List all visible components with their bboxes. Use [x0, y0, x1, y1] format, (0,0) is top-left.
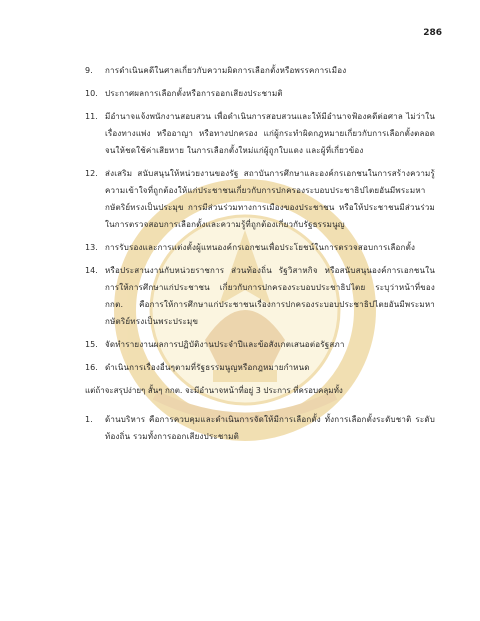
item-text: การดำเนินคดีในศาลเกี่ยวกับความผิดการเลือกตั้งหรือพรรคการเมือง	[105, 66, 347, 75]
item-text: หรือประสานงานกับหน่วยราชการ ส่วนท้องถิ่น รัฐวิสาหกิจ หรือสนับสนุนองค์การเอกชนในการให้การศึกษาแก่ประชาชน เกี่ยวกับการปกครองระบอบประชาธิปไตย ระบุว่าหน้าที่ของ กกต. คือการให้การศึกษาแก่ประชาชนเรื่องการปกครองระบอบประชาธิปไตยอันมีพระมหากษัตริย์ทรงเป็นพระประมุข	[105, 266, 435, 326]
list-item	[85, 62, 435, 79]
list-item	[85, 262, 435, 330]
item-text: ด้านบริหาร คือการควบคุมและดำเนินการจัดให้มีการเลือกตั้ง ทั้งการเลือกตั้งระดับชาติ ระดับท้องถิ่น รวมทั้งการออกเสียงประชามติ	[105, 415, 435, 441]
item-text: มีอำนาจแจ้งพนักงานสอบสวน เพื่อดำเนินการสอบสวนและให้มีอำนาจฟ้องคดีต่อศาล ไม่ว่าในเรื่องทางแพ่ง หรืออาญา หรือทางปกครอง แก่ผู้กระทำผิดกฎหมายเกี่ยวกับการเลือกตั้งตลอดจนให้ชดใช้ค่าเสียหาย ในการเลือกตั้งใหม่แก่ผู้ถูกใบแดง และผู้ที่เกี่ยวข้อง	[105, 112, 435, 155]
item-number: 16.	[85, 363, 98, 372]
item-text: ส่งเสริม สนับสนุนให้หน่วยงานของรัฐ สถาบันการศึกษาและองค์กรเอกชนในการสร้างความรู้ความเข้าใจที่ถูกต้องให้แก่ประชาชนเกี่ยวกับการปกครองระบอบประชาธิปไตยอันมีพระมหากษัตริย์ทรงเป็นประมุข การมีส่วนร่วมทางการเมืองของประชาชน หรือให้ประชาชนมีส่วนร่วมในการตรวจสอบการเลือกตั้งและความรู้ที่ถูกต้องเกี่ยวกับรัฐธรรมนูญ	[105, 169, 435, 229]
item-text: ดำเนินการเรื่องอื่นๆตามที่รัฐธรรมนูญหรือกฎหมายกำหนด	[105, 363, 310, 372]
item-number: 10.	[85, 89, 98, 98]
list-item	[85, 165, 435, 233]
page-number: 286	[423, 28, 442, 38]
item-number: 14.	[85, 266, 98, 275]
item-number: 9.	[85, 66, 93, 75]
item-text: ประกาศผลการเลือกตั้งหรือการออกเสียงประชามติ	[105, 89, 283, 98]
list-item	[85, 336, 435, 353]
summary-paragraph: แต่ถ้าจะสรุปง่ายๆ สั้นๆ กกต. จะมีอำนาจหน้าที่อยู่ 3 ประการ ที่ครอบคลุมทั้ง	[85, 386, 343, 395]
final-list-item	[85, 411, 435, 445]
item-number: 11.	[85, 112, 98, 121]
list-item	[85, 359, 435, 376]
list-item	[85, 239, 435, 256]
item-number: 12.	[85, 169, 98, 178]
list-item	[85, 108, 435, 159]
item-number: 15.	[85, 340, 98, 349]
item-text: จัดทำรายงานผลการปฏิบัติงานประจำปีและข้อสังเกตเสนอต่อรัฐสภา	[105, 340, 345, 349]
item-number: 13.	[85, 243, 98, 252]
list-item	[85, 85, 435, 102]
document-body	[85, 62, 435, 451]
item-number: 1.	[85, 415, 93, 424]
item-text: การรับรองและการแต่งตั้งผู้แทนองค์กรเอกชนเพื่อประโยชน์ในการตรวจสอบการเลือกตั้ง	[105, 243, 416, 252]
